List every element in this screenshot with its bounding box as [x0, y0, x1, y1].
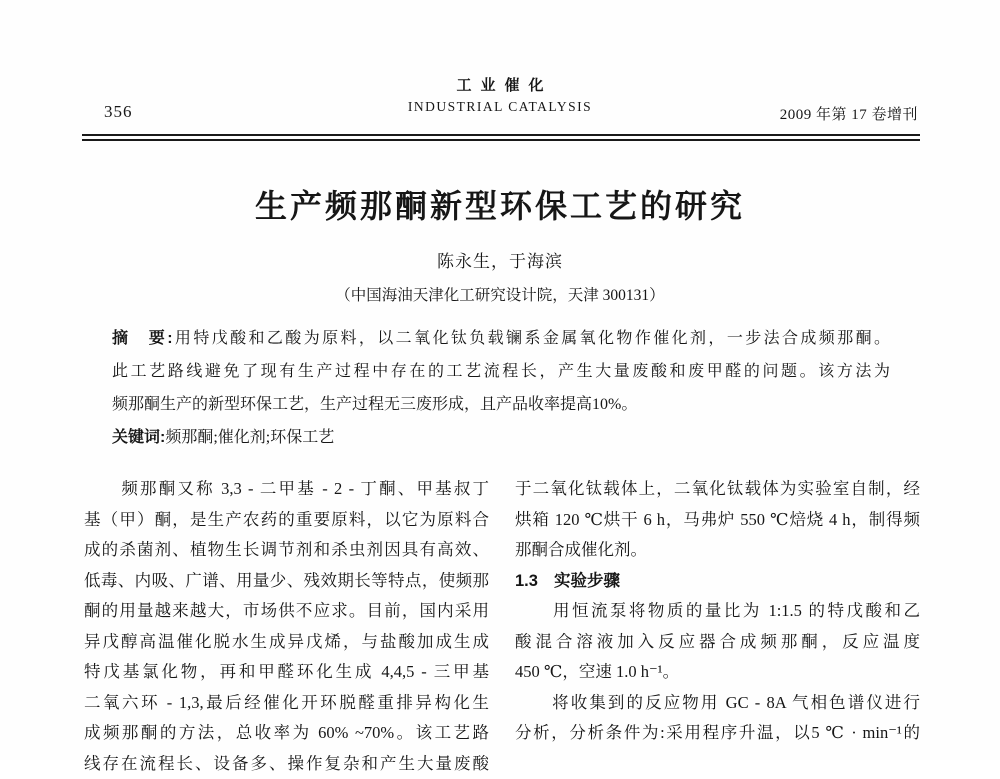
body-line: 分析，分析条件为:采用程序升温，以5 ℃ · min⁻¹的 — [515, 718, 920, 749]
section-heading-1-3 — [515, 566, 920, 597]
authors: 陈永生，于海滨 — [0, 247, 1000, 272]
left-column — [84, 474, 489, 760]
issue-info: 2009 年第 17 卷增刊 — [780, 103, 918, 124]
abstract-text: 用特戊酸和乙酸为原料，以二氧化钛负载镧系金属氧化物作催化剂，一步法合成频那酮。 — [173, 330, 890, 347]
journal-title-cn: 工业催化 — [447, 78, 552, 93]
body-columns — [84, 474, 920, 760]
abstract-line: 频那酮生产的新型环保工艺，生产过程无三废形成，且产品收率提高10%。 — [112, 388, 890, 421]
body-line: 低毒、内吸、广谱、用量少、残效期长等特点，使频那 — [84, 566, 489, 597]
page-number: 356 — [104, 102, 133, 122]
body-line: 二氧六环 - 1,3,最后经催化开环脱醛重排异构化生 — [84, 688, 489, 719]
abstract-label: 摘 要: — [112, 330, 173, 347]
body-line: 异戊醇高温催化脱水生成异戊烯，与盐酸加成生成 — [84, 627, 489, 658]
header-double-rule — [82, 134, 920, 141]
keywords-text: 频那酮;催化剂;环保工艺 — [165, 429, 334, 446]
body-line: 那酮合成催化剂。 — [515, 535, 920, 566]
body-line: 特戊基氯化物，再和甲醛环化生成 4,4,5 - 三甲基 — [84, 657, 489, 688]
body-line: 基（甲）酮，是生产农药的重要原料，以它为原料合 — [84, 505, 489, 536]
section-title: 实验步骤 — [554, 572, 620, 590]
body-line: 用恒流泵将物质的量比为 1:1.5 的特戊酸和乙 — [515, 596, 920, 627]
body-line: 酮的用量越来越大，市场供不应求。目前，国内采用 — [84, 596, 489, 627]
affiliation: （中国海油天津化工研究设计院，天津 300131） — [0, 283, 1000, 305]
section-number: 1.3 — [515, 572, 538, 590]
journal-title-en: INDUSTRIAL CATALYSIS — [0, 100, 1000, 114]
abstract-line — [112, 322, 890, 355]
body-line: 于二氧化钛载体上，二氧化钛载体为实验室自制，经 — [515, 474, 920, 505]
abstract-line: 此工艺路线避免了现有生产过程中存在的工艺流程长，产生大量废酸和废甲醛的问题。该方法为 — [112, 355, 890, 388]
abstract-block — [112, 322, 890, 454]
body-line: 450 ℃，空速 1.0 h⁻¹。 — [515, 657, 920, 688]
right-column — [515, 474, 920, 760]
article-title: 生产频那酮新型环保工艺的研究 — [0, 181, 1000, 227]
body-line: 成频那酮的方法，总收率为 60% ~70%。该工艺路 — [84, 718, 489, 749]
keywords-line — [112, 421, 890, 454]
body-line: 频那酮又称 3,3 - 二甲基 - 2 - 丁酮、甲基叔丁 — [84, 474, 489, 505]
body-line: 酸混合溶液加入反应器合成频那酮，反应温度 — [515, 627, 920, 658]
keywords-label: 关键词: — [112, 429, 165, 446]
body-line: 烘箱 120 ℃烘干 6 h，马弗炉 550 ℃焙烧 4 h，制得频 — [515, 505, 920, 536]
clipped-body-line: 线存在流程长、设备多、操作复杂和产生大量废酸 — [84, 749, 489, 779]
body-line: 成的杀菌剂、植物生长调节剂和杀虫剂因具有高效、 — [84, 535, 489, 566]
body-line: 将收集到的反应物用 GC - 8A 气相色谱仪进行 — [515, 688, 920, 719]
